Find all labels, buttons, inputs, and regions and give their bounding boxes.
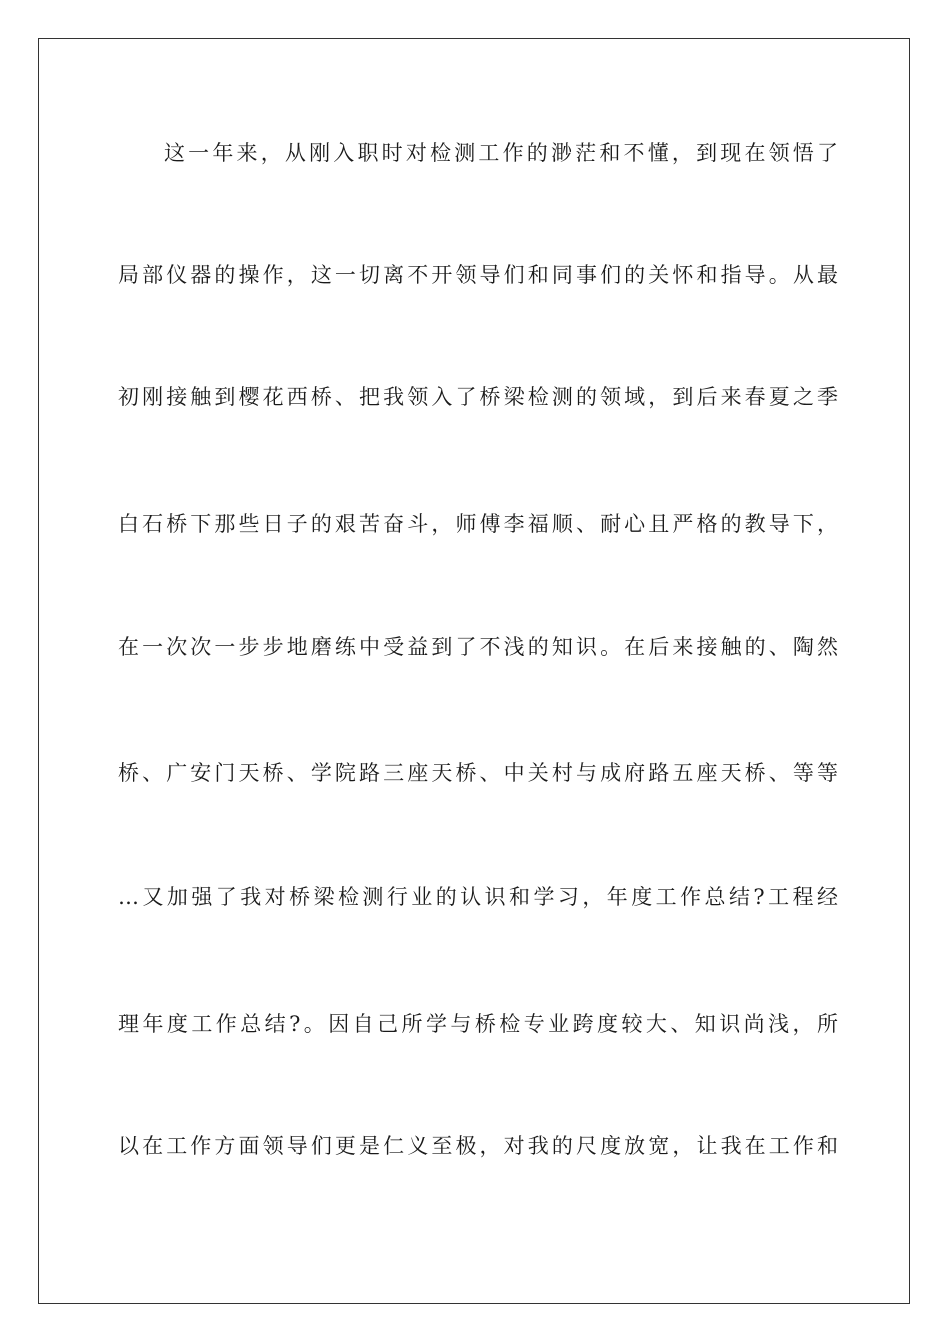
paragraph-line-6: 桥、广安门天桥、学院路三座天桥、中关村与成府路五座天桥、等等 xyxy=(118,761,842,785)
paragraph-line-5: 在一次次一步步地磨练中受益到了不浅的知识。在后来接触的、陶然 xyxy=(118,635,842,659)
paragraph-line-4: 白石桥下那些日子的艰苦奋斗，师傅李福顺、耐心且严格的教导下， xyxy=(118,512,842,536)
page-frame xyxy=(38,38,910,1304)
paragraph-line-9: 以在工作方面领导们更是仁义至极，对我的尺度放宽，让我在工作和 xyxy=(118,1134,842,1158)
paragraph-line-3: 初刚接触到樱花西桥、把我领入了桥梁检测的领域，到后来春夏之季 xyxy=(118,385,842,409)
paragraph-line-1: 这一年来，从刚入职时对检测工作的渺茫和不懂，到现在领悟了 xyxy=(164,141,842,165)
paragraph-line-8: 理年度工作总结?。因自己所学与桥检专业跨度较大、知识尚浅，所 xyxy=(118,1012,842,1036)
paragraph-line-2: 局部仪器的操作，这一切离不开领导们和同事们的关怀和指导。从最 xyxy=(118,263,842,287)
paragraph-line-7: …又加强了我对桥梁检测行业的认识和学习，年度工作总结?工程经 xyxy=(118,885,842,909)
